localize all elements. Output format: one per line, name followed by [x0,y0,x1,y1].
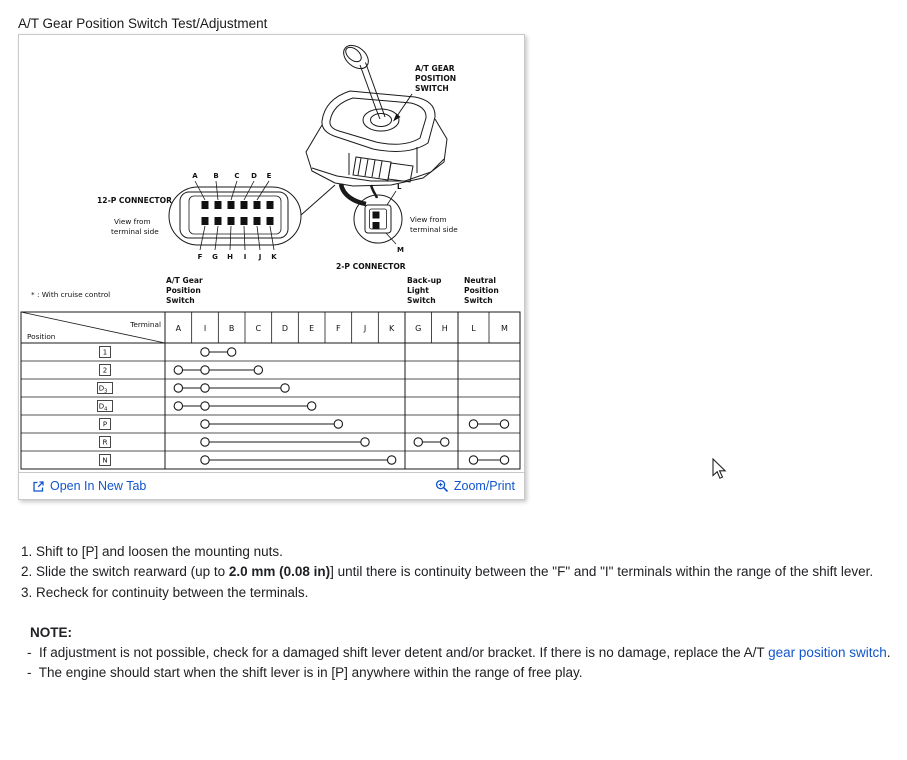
page-title: A/T Gear Position Switch Test/Adjustment [18,16,268,31]
pin-label-i: I [243,253,247,261]
terminal-letter-h: H [441,324,448,333]
switch-group-headers [166,276,499,305]
switch-callout-line1: A/T GEAR [415,64,455,73]
pin-label-g: G [212,253,218,261]
group-header-line: A/T Gear [166,276,203,285]
continuity-circle-m [500,420,508,428]
gear-position-switch-diagram [19,35,524,472]
text-segment: . [886,645,891,661]
pin-label-c: C [234,172,240,180]
note-heading: NOTE: [30,624,72,640]
terminal-letter-j: J [363,324,367,333]
connector-12p-pins [192,172,277,261]
connector-2p [336,183,458,271]
diagram-area [19,35,524,472]
connector-12p [97,172,301,261]
pin-label-h: H [227,253,233,261]
continuity-circle-m [500,456,508,464]
open-in-new-tab-icon [32,480,45,493]
zoom-print-label: Zoom/Print [453,479,515,493]
continuity-circle-d [281,384,289,392]
terminal-letter-l: L [471,324,476,333]
terminal-letter-e: E [309,324,315,333]
terminal-letter-d: D [281,324,289,333]
view-note-right-line2: terminal side [410,225,458,234]
pin-label-l: L [397,183,402,191]
switch-callout [393,64,456,122]
text-segment: 3. Recheck for continuity between the terminals. [21,584,309,600]
row-position-label: R [102,438,108,447]
pin-label-k: K [271,253,277,261]
switch-callout-line3: SWITCH [415,84,449,93]
open-in-new-tab-label: Open In New Tab [50,479,147,493]
view-note-left-line2: terminal side [111,227,159,236]
switch-callout-line2: POSITION [415,74,457,83]
group-header-line: Switch [407,296,436,305]
continuity-circle-i [201,456,209,464]
corner-position-label: Position [27,332,56,341]
text-segment: 2.0 mm (0.08 in) [228,564,331,580]
row-position-label: P [102,420,108,429]
pin-label-f: F [197,253,203,261]
connector-12p-label: 12-P CONNECTOR [97,196,172,205]
connector-2p-label: 2-P CONNECTOR [336,262,406,271]
pin-m-contact [373,222,380,229]
group-header-line: Position [166,286,201,295]
diagram-panel [18,34,525,500]
text-segment: - If adjustment is not possible, check for a damaged shift lever detent and/or bracket. If there is no damage, replace the A/T [27,645,769,661]
pin-label-d: D [251,172,257,180]
continuity-circle-i [201,402,209,410]
continuity-circle-i [201,384,209,392]
terminal-letter-i: I [203,324,207,333]
continuity-circle-h [441,438,449,446]
group-header-line: Switch [166,296,195,305]
group-header-line: Light [407,286,429,295]
panel-footer [19,472,524,499]
terminal-letter-g: G [415,324,422,333]
continuity-circle-l [469,456,477,464]
group-header-line: Back-up [407,276,442,285]
continuity-circle-i [201,438,209,446]
note-item-1 [18,643,895,663]
instructions-text [18,542,895,684]
continuity-circle-b [227,348,235,356]
view-note-left-line1: View from [114,217,151,226]
continuity-circle-a [174,402,182,410]
pin-label-j: J [258,253,262,261]
continuity-circle-f [334,420,342,428]
page [0,16,907,684]
instruction-step-1 [18,542,895,562]
pin-label-b: B [213,172,219,180]
continuity-circle-c [254,366,262,374]
continuity-circle-i [201,366,209,374]
group-header-line: Switch [464,296,493,305]
cruise-control-note: * : With cruise control [31,290,111,299]
group-header-line: Position [464,286,499,295]
row-position-label: $D_4$ [98,402,108,413]
continuity-circle-i [201,420,209,428]
gear-position-switch-link[interactable]: gear position switch [768,645,887,661]
instruction-step-3 [18,583,895,603]
terminal-letter-f: F [336,324,341,333]
mouse-cursor [712,458,728,480]
continuity-circle-a [174,366,182,374]
open-in-new-tab-link[interactable] [32,479,146,493]
continuity-circle-e [307,402,315,410]
continuity-circle-j [361,438,369,446]
continuity-circle-g [414,438,422,446]
corner-terminal-label: Terminal [130,320,161,329]
continuity-circle-i [201,348,209,356]
instruction-step-2 [18,562,895,582]
text-segment: 1. Shift to [P] and loosen the mounting nuts. [21,544,283,559]
terminal-letter-k: K [389,324,395,333]
pin-label-m: M [397,246,404,254]
zoom-icon [435,479,449,493]
text-segment: ] until there is continuity between the "F" and "I" terminals within the range of the shift lever. [330,564,874,580]
row-position-label: 2 [102,366,108,375]
pin-label-a: A [192,172,198,180]
row-position-label: 1 [102,348,108,357]
continuity-circle-k [387,456,395,464]
text-segment: - The engine should start when the shift lever is in [P] anywhere within the range of free play. [27,665,583,681]
terminal-letter-a: A [175,324,182,333]
terminal-letter-c: C [255,324,262,333]
terminal-letter-m: M [501,324,508,333]
pin-label-e: E [266,172,272,180]
pin-l-contact [373,212,380,219]
row-position-label: $D_3$ [98,384,108,395]
terminal-letter-b: B [228,324,235,333]
row-position-label: N [102,456,108,465]
continuity-circle-l [469,420,477,428]
group-header-line: Neutral [464,276,497,285]
zoom-print-link[interactable] [435,479,515,493]
view-note-right-line1: View from [410,215,447,224]
continuity-circle-a [174,384,182,392]
text-segment: 2. Slide the switch rearward (up to [21,564,229,580]
note-item-2 [18,663,895,683]
continuity-table [21,312,520,469]
